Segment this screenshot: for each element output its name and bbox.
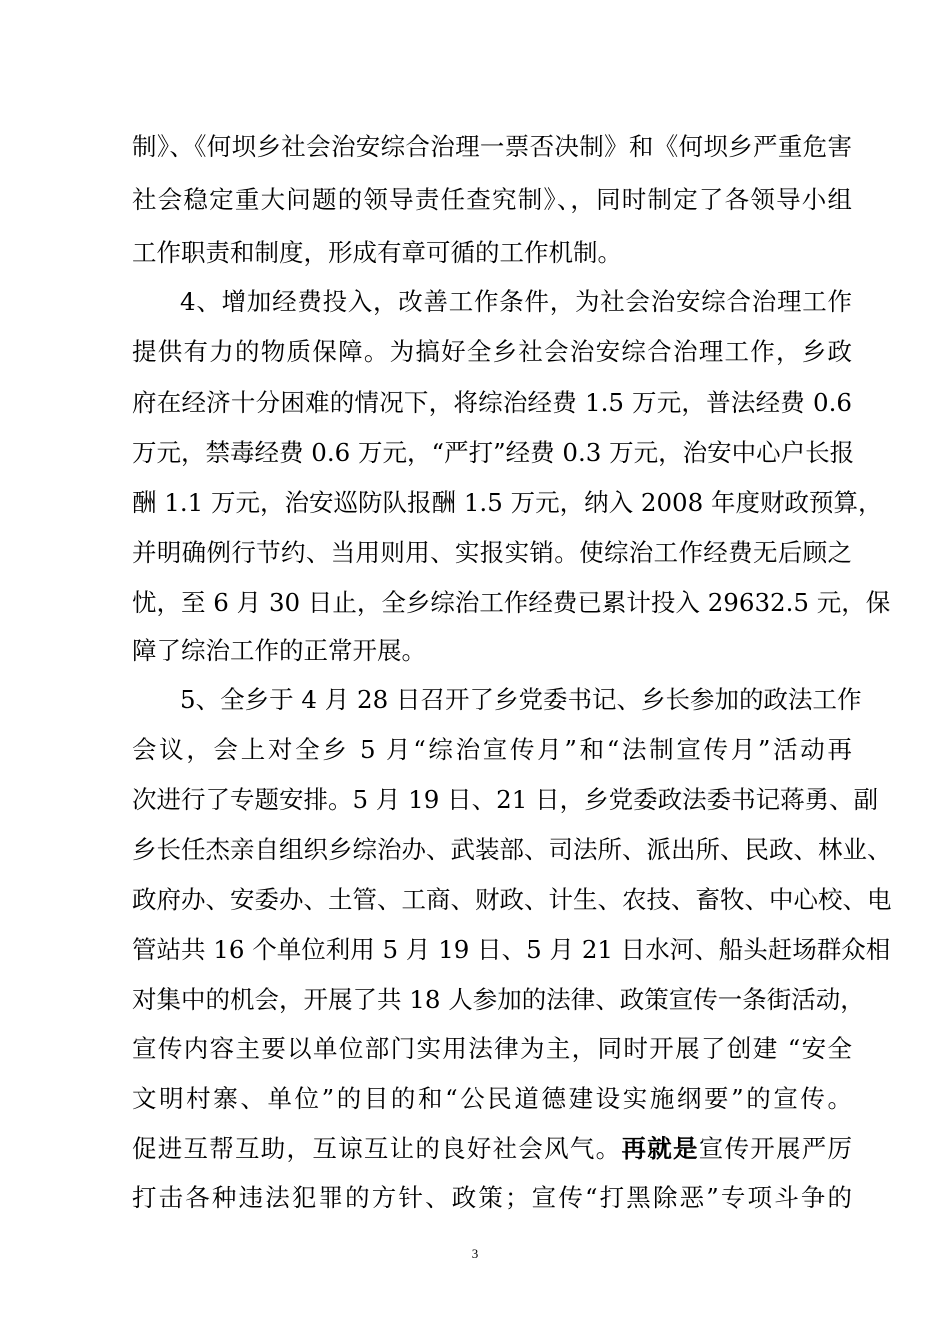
text-line: 社会稳定重大问题的领导责任查究制》、，同时制定了各领导小组	[132, 185, 852, 214]
text-line: 管站共 16 个单位利用 5 月 19 日、5 月 21 日水河、船头赶场群众相	[132, 935, 891, 964]
text-line: 府在经济十分困难的情况下，将综治经费 1.5 万元，普法经费 0.6	[132, 388, 852, 417]
text-line: 酬 1.1 万元，治安巡防队报酬 1.5 万元，纳入 2008 年度财政预算，	[132, 488, 883, 517]
text-run: 促进互帮互助，互谅互让的良好社会风气。	[132, 1134, 622, 1163]
text-line: 政府办、安委办、土管、工商、财政、计生、农技、畜牧、中心校、电	[132, 885, 892, 914]
text-line: 制》、《何坝乡社会治安综合治理一票否决制》和《何坝乡严重危害	[132, 132, 852, 161]
text-line: 万元，禁毒经费 0.6 万元，“严打”经费 0.3 万元，治安中心户长报	[132, 438, 855, 467]
text-line: 宣传内容主要以单位部门实用法律为主，同时开展了创建 “安全	[132, 1034, 852, 1063]
text-line: 提供有力的物质保障。为搞好全乡社会治安综合治理工作，乡政	[132, 337, 852, 366]
bold-phrase: 再就是	[621, 1134, 699, 1163]
text-line: 障了综治工作的正常开展。	[132, 636, 426, 665]
text-line: 忧，至 6 月 30 日止，全乡综治工作经费已累计投入 29632.5 元，保	[132, 588, 891, 617]
text-line: 会议，会上对全乡 5 月“综治宣传月”和“法制宣传月”活动再	[132, 735, 852, 764]
text-run: 宣传开展严厉	[698, 1134, 853, 1163]
text-line: 文明村寨、单位”的目的和“公民道德建设实施纲要”的宣传。	[132, 1084, 852, 1113]
text-line	[132, 1134, 852, 1164]
paragraph-4-first-line: 4、增加经费投入，改善工作条件，为社会治安综合治理工作	[180, 287, 852, 316]
text-line: 打击各种违法犯罪的方针、政策；宣传“打黑除恶”专项斗争的	[132, 1183, 852, 1212]
text-line: 乡长任杰亲自组织乡综治办、武装部、司法所、派出所、民政、林业、	[132, 835, 892, 864]
page-number: 3	[471, 1246, 479, 1261]
text-line: 并明确例行节约、当用则用、实报实销。使综治工作经费无后顾之	[132, 538, 852, 567]
text-line: 对集中的机会，开展了共 18 人参加的法律、政策宣传一条街活动，	[132, 985, 865, 1014]
text-line: 次进行了专题安排。5 月 19 日、21 日，乡党委政法委书记蒋勇、副	[132, 785, 879, 814]
text-line: 工作职责和制度，形成有章可循的工作机制。	[132, 238, 622, 267]
paragraph-5-first-line: 5、全乡于 4 月 28 日召开了乡党委书记、乡长参加的政法工作	[180, 685, 862, 714]
